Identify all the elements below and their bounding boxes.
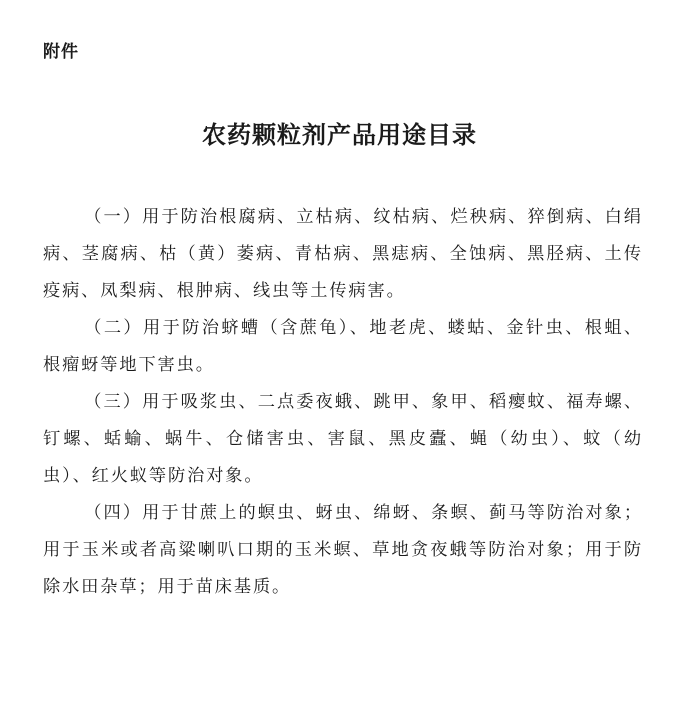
document-body: [43, 199, 643, 606]
document-title: 农药颗粒剂产品用途目录: [202, 120, 477, 149]
paragraph-1: （一）用于防治根腐病、立枯病、纹枯病、烂秧病、猝倒病、白绢病、茎腐病、枯（黄）萎病、青枯病、黑痣病、全蚀病、黑胫病、土传疫病、凤梨病、根肿病、线虫等土传病害。: [43, 207, 643, 301]
paragraph-3: （三）用于吸浆虫、二点委夜蛾、跳甲、象甲、稻瘿蚊、福寿螺、钉螺、蛞蝓、蜗牛、仓储害虫、害鼠、黑皮蠹、蝇（幼虫）、蚊（幼虫）、红火蚁等防治对象。: [43, 392, 643, 486]
paragraph-4: （四）用于甘蔗上的螟虫、蚜虫、绵蚜、条螟、蓟马等防治对象；用于玉米或者高粱喇叭口期的玉米螟、草地贪夜蛾等防治对象；用于防除水田杂草；用于苗床基质。: [43, 503, 643, 597]
paragraph-2: （二）用于防治蛴螬（含蔗龟）、地老虎、蝼蛄、金针虫、根蛆、根瘤蚜等地下害虫。: [43, 318, 643, 375]
attachment-label: 附件: [43, 42, 79, 62]
